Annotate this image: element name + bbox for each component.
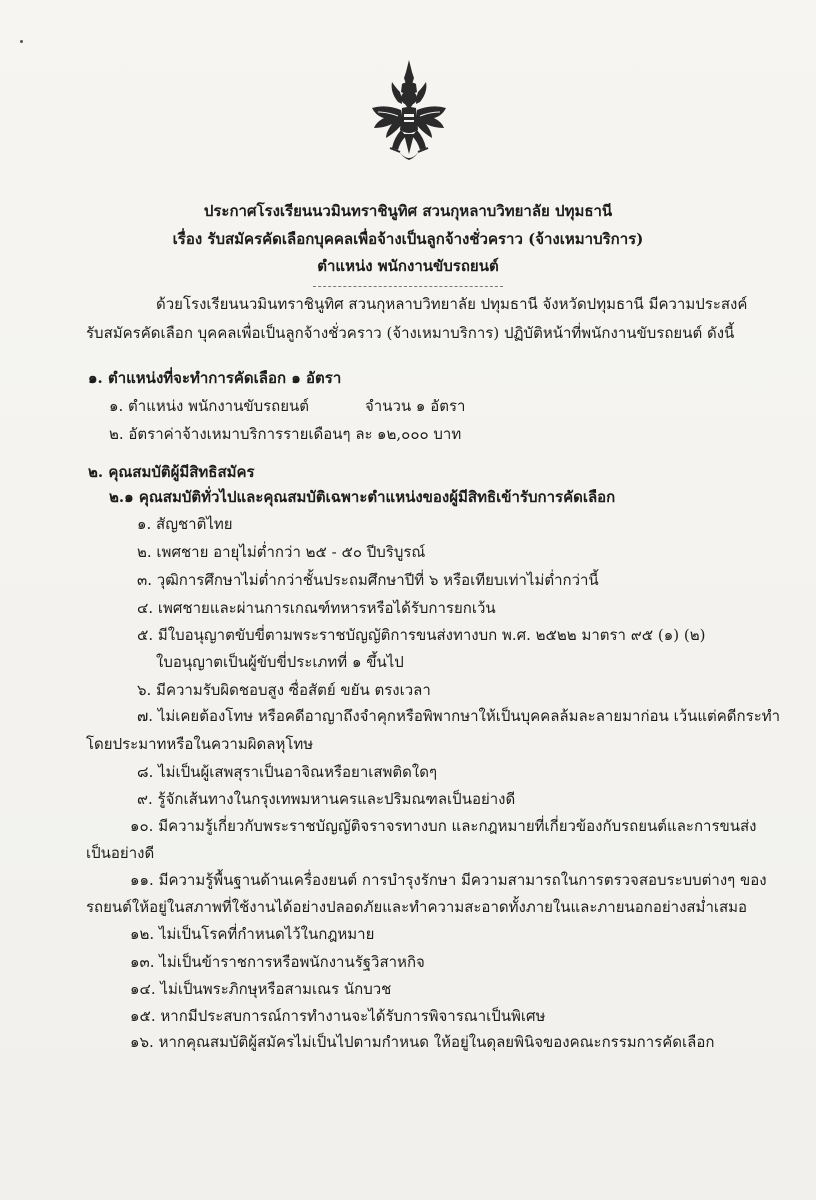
- qualification-item: ๑. สัญชาติไทย: [137, 515, 233, 533]
- qualification-item-continued: เป็นอย่างดี: [86, 844, 155, 862]
- qualification-item: ๑๓. ไม่เป็นข้าราชการหรือพนักงานรัฐวิสาหกิจ: [130, 953, 425, 971]
- qualification-item: ๔. เพศชายและผ่านการเกณฑ์ทหารหรือได้รับการยกเว้น: [137, 599, 496, 617]
- qualification-item: ๓. วุฒิการศึกษาไม่ต่ำกว่าชั้นประถมศึกษาปีที่ ๖ หรือเทียบเท่าไม่ต่ำกว่านี้: [137, 571, 599, 589]
- scan-speck: [20, 40, 23, 43]
- section-2-1-heading: ๒.๑ คุณสมบัติทั่วไปและคุณสมบัติเฉพาะตำแหน่งของผู้มีสิทธิเข้ารับการคัดเลือก: [109, 488, 616, 506]
- wage-label: ๒. อัตราค่าจ้างเหมาบริการรายเดือนๆ ละ: [109, 425, 373, 443]
- qualification-item: ๑๕. หากมีประสบการณ์การทำงานจะได้รับการพิจารณาเป็นพิเศษ: [130, 1007, 546, 1025]
- title-divider: [313, 286, 503, 287]
- qualification-item: ๒. เพศชาย อายุไม่ต่ำกว่า ๒๕ - ๕๐ ปีบริบูรณ์: [137, 543, 426, 561]
- section-2-heading: ๒. คุณสมบัติผู้มีสิทธิสมัคร: [88, 463, 255, 481]
- qualification-item: ๑๐. มีความรู้เกี่ยวกับพระราชบัญญัติจราจรทางบก และกฎหมายที่เกี่ยวข้องกับรถยนต์และการขนส่ง: [130, 817, 757, 835]
- announcement-subject: เรื่อง รับสมัครคัดเลือกบุคคลเพื่อจ้างเป็นลูกจ้างชั่วคราว (จ้างเหมาบริการ): [172, 230, 644, 248]
- qualification-item: ๕. มีใบอนุญาตขับขี่ตามพระราชบัญญัติการขนส่งทางบก พ.ศ. ๒๕๒๒ มาตรา ๙๕ (๑) (๒): [137, 626, 706, 644]
- wage-value: ๑๒,๐๐๐ บาท: [377, 425, 462, 443]
- qualification-item: ๑๒. ไม่เป็นโรคที่กำหนดไว้ในกฎหมาย: [130, 925, 375, 943]
- qualification-item: ๖. มีความรับผิดชอบสูง ซื่อสัตย์ ขยัน ตรงเวลา: [137, 681, 431, 699]
- qualification-item-continued: โดยประมาทหรือในความผิดลหุโทษ: [86, 735, 314, 753]
- announcement-title: ประกาศโรงเรียนนวมินทราชินูทิศ สวนกุหลาบวิทยาลัย ปทุมธานี: [203, 202, 613, 220]
- qualification-item: ๙. รู้จักเส้นทางในกรุงเทพมหานครและปริมณฑลเป็นอย่างดี: [137, 790, 516, 808]
- announcement-position: ตำแหน่ง พนักงานขับรถยนต์: [317, 257, 499, 275]
- qualification-item-continued: ใบอนุญาตเป็นผู้ขับขี่ประเภทที่ ๑ ขึ้นไป: [156, 653, 404, 671]
- position-count: จำนวน ๑ อัตรา: [365, 397, 466, 415]
- qualification-item: ๗. ไม่เคยต้องโทษ หรือคดีอาญาถึงจำคุกหรือพิพากษาให้เป็นบุคคลล้มละลายมาก่อน เว้นแต่คดีกระทำ: [137, 707, 781, 725]
- garuda-emblem-icon: [368, 58, 450, 170]
- section-1-heading: ๑. ตำแหน่งที่จะทำการคัดเลือก ๑ อัตรา: [88, 369, 342, 387]
- qualification-item: ๘. ไม่เป็นผู้เสพสุราเป็นอาจิณหรือยาเสพติดใดๆ: [137, 763, 438, 781]
- qualification-item: ๑๖. หากคุณสมบัติผู้สมัครไม่เป็นไปตามกำหนด ให้อยู่ในดุลยพินิจของคณะกรรมการคัดเลือก: [130, 1033, 715, 1051]
- intro-line-2: รับสมัครคัดเลือก บุคคลเพื่อเป็นลูกจ้างชั่วคราว (จ้างเหมาบริการ) ปฏิบัติหน้าที่พนักงานขับรถยนต์ ดังนี้: [86, 324, 735, 342]
- intro-line-1: ด้วยโรงเรียนนวมินทราชินูทิศ สวนกุหลาบวิทยาลัย ปทุมธานี จังหวัดปทุมธานี มีความประสงค์: [156, 295, 748, 313]
- position-label: ๑. ตำแหน่ง พนักงานขับรถยนต์: [109, 397, 310, 415]
- qualification-item-continued: รถยนต์ให้อยู่ในสภาพที่ใช้งานได้อย่างปลอดภัยและทำความสะอาดทั้งภายในและภายนอกอย่างสม่ำเสมอ: [86, 898, 748, 916]
- qualification-item: ๑๑. มีความรู้พื้นฐานด้านเครื่องยนต์ การบำรุงรักษา มีความสามารถในการตรวจสอบระบบต่างๆ ของ: [130, 871, 767, 889]
- qualification-item: ๑๔. ไม่เป็นพระภิกษุหรือสามเณร นักบวช: [130, 980, 392, 998]
